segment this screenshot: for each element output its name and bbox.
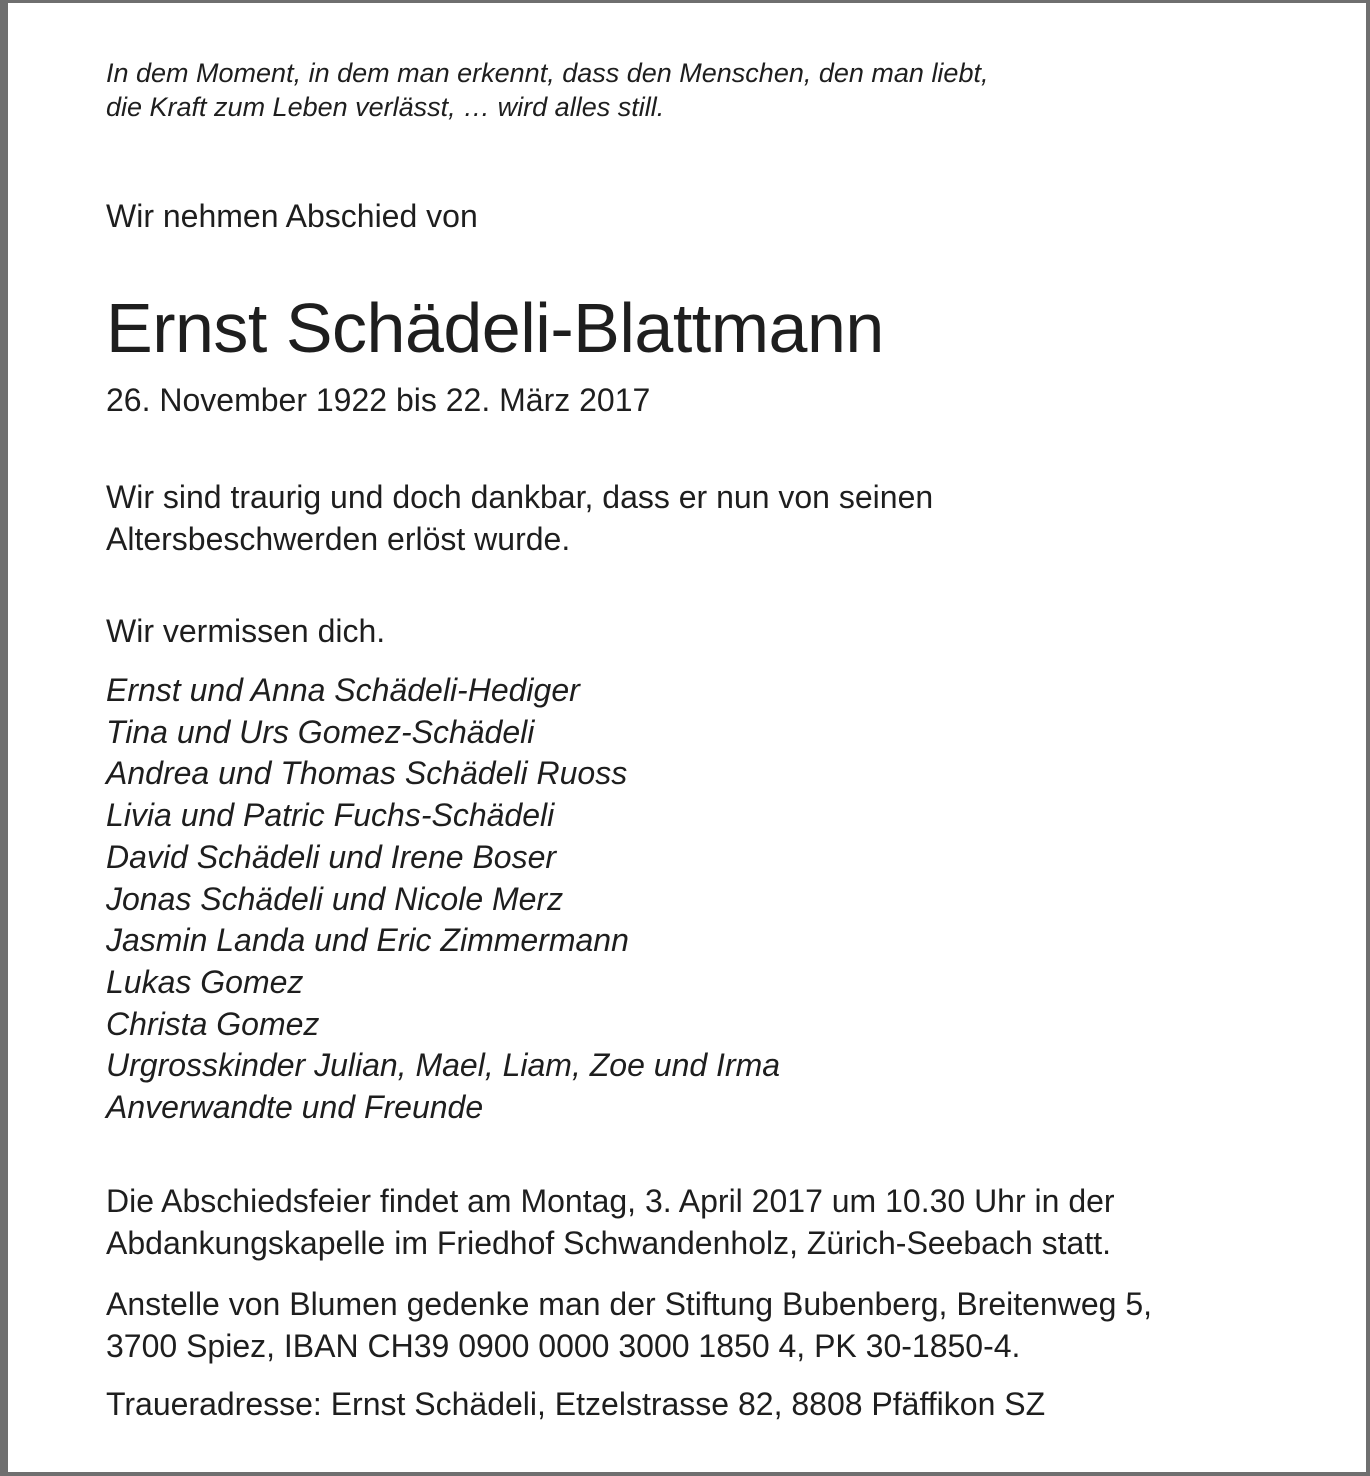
motto-line-1: In dem Moment, in dem man erkennt, dass den Menschen, den man liebt, <box>106 58 989 88</box>
life-dates: 26. November 1922 bis 22. März 2017 <box>106 382 651 418</box>
mourning-address: Traueradresse: Ernst Schädeli, Etzelstrasse 82, 8808 Pfäffikon SZ <box>106 1386 1046 1422</box>
ceremony-info <box>106 1180 1115 1264</box>
mourner-item: Jasmin Landa und Eric Zimmermann <box>106 922 629 959</box>
motto-line-2: die Kraft zum Leben verlässt, … wird alles still. <box>106 92 665 122</box>
message-line-1: Wir sind traurig und doch dankbar, dass er nun von seinen <box>106 479 934 515</box>
message-line-2: Altersbeschwerden erlöst wurde. <box>106 521 571 557</box>
mourner-item: Lukas Gomez <box>106 963 304 1000</box>
donation-info <box>106 1283 1152 1367</box>
donation-line-1: Anstelle von Blumen gedenke man der Stiftung Bubenberg, Breitenweg 5, <box>106 1286 1152 1322</box>
mourner-item: Urgrosskinder Julian, Mael, Liam, Zoe und Irma <box>106 1047 781 1084</box>
motto-quote <box>106 56 988 124</box>
mourner-item: Jonas Schädeli und Nicole Merz <box>106 880 564 917</box>
condolence-message <box>106 476 933 560</box>
donation-line-2: 3700 Spiez, IBAN CH39 0900 0000 3000 1850 4, PK 30-1850-4. <box>106 1328 1021 1364</box>
closing-line: Wir vermissen dich. <box>106 613 386 649</box>
ceremony-line-1: Die Abschiedsfeier findet am Montag, 3. April 2017 um 10.30 Uhr in der <box>106 1183 1115 1219</box>
mourner-item: Andrea und Thomas Schädeli Ruoss <box>106 755 628 792</box>
mourner-item: Anverwandte und Freunde <box>106 1089 484 1126</box>
mourner-item: David Schädeli und Irene Boser <box>106 838 557 875</box>
mourner-item: Christa Gomez <box>106 1005 320 1042</box>
mourner-item: Ernst und Anna Schädeli-Hediger <box>106 672 580 708</box>
farewell-intro: Wir nehmen Abschied von <box>106 198 478 234</box>
ceremony-line-2: Abdankungskapelle im Friedhof Schwandenholz, Zürich-Seebach statt. <box>106 1225 1112 1261</box>
mourners-list <box>106 670 780 1129</box>
deceased-name: Ernst Schädeli-Blattmann <box>106 289 884 367</box>
mourner-item: Livia und Patric Fuchs-Schädeli <box>106 797 555 834</box>
mourner-item: Tina und Urs Gomez-Schädeli <box>106 713 535 750</box>
